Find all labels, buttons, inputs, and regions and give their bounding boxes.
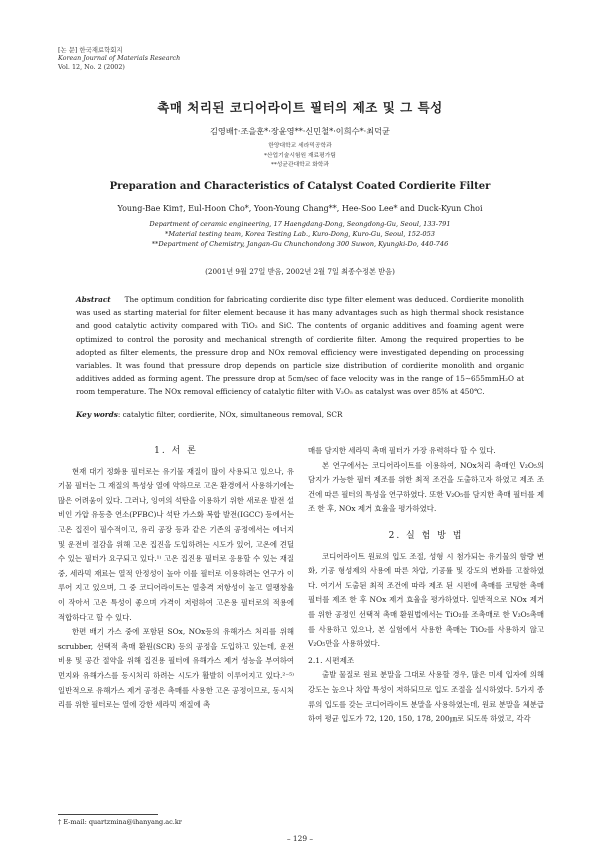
affiliations-ko <box>0 142 600 171</box>
affiliation-ko-3: **성균관대학교 화학과 <box>270 162 330 169</box>
abstract <box>76 293 524 399</box>
page-number: – 129 – <box>286 834 314 843</box>
abstract-label: Abstract <box>76 295 111 304</box>
left-column <box>58 444 294 713</box>
methods-paragraph-2: 출발 물질로 원료 분말을 그대로 사용할 경우, 많은 미세 입자에 의해 강도는 높으나 차압 특성이 저하되므로 입도 조절을 실시하였다. 5가지 종류의 입도를 갖는 코디어라이트 분말을 사용하였는데, 원료 분말을 체분급하여 평균 입도가 72, 120, 150, 178, 200㎛로 되도록 하였고, 각각 <box>308 670 544 724</box>
journal-header <box>58 46 180 71</box>
footnote-email: † E-mail: quartzmina@ihanyang.ac.kr <box>58 818 182 826</box>
abstract-text: The optimum condition for fabricating cordierite disc type filter element was deduced. Cordierite monolith was used as starting material for filter element because it has many advantages such as high thermal shock resistance and good catalytic activity compared with TiO₂ and SiC. The contents of organic additives and foaming agent were optimized to control the porosity and mechanical strength of cordierite filter. Among the required properties to be adopted as filter elements, the pressure drop and NOx removal efficiency were investigated depending on processing variables. It was found that pressure drop depends on particle size distribution of cordierite monolith and organic additives added as forming agent. The pressure drop at 5cm/sec of face velocity was in the range of 15∼655mmH₂O at room temperature. The NOx removal efficiency of catalytic filter with V₂O₅ as catalyst was over 85% at 450℃. <box>76 295 524 397</box>
intro-paragraph-1: 현재 대기 정화용 필터로는 유기물 재질이 많이 사용되고 있으나, 유기물 필터는 그 재질의 특성상 열에 약하므로 고온 환경에서 사용하기에는 많은 어려움이 있다. 그러나, 잉여의 석탄을 이용하기 위한 새로운 발전 설비인 가압 유동층 연소(PFBC)나 석탄 가스화 복합 발전(IGCC) 등에서는 고온 집진이 필수적이고, 유리 공장 등과 같은 기존의 공정에서는 에너지 및 운전비 절감을 위해 고온 집진을 도입하려는 시도가 있어, 고온에 견딜 수 있는 필터가 요구되고 있다.¹⁾ 고온 집진용 필터로 응용할 수 있는 재질 중, 세라믹 재료는 열적 안정성이 높아 이를 필터로 이용하려는 연구가 이루어 지고 있으며, 그 중 코디어라이트는 열충격 저항성이 높고 열팽창율이 작아서 고온 특성이 좋으며 가격이 저렴하여 고온용 필터로의 적용에 적합하다고 할 수 있다. <box>58 466 294 622</box>
journal-name-en: Korean Journal of Materials Research <box>58 54 181 63</box>
methods-paragraph-1: 코디어라이트 원료의 입도 조절, 성형 시 첨가되는 유기물의 함량 변화, 기공 형성제의 사용에 따른 차압, 기공률 및 강도의 변화를 고찰하였다. 여기서 도출된 최적 조건에 따라 제조 된 시편에 촉매를 코팅한 촉매 필터를 제조 한 후 NOx 제거 효율을 평가하였다. 일반적으로 NOx 제거를 위한 공정인 선택적 촉매 환원법에서는 TiO₂를 조촉매로 한 V₂O₅촉매를 사용하고 있으나, 본 실험에서 사용한 촉매는 TiO₂를 사용하지 않고 V₂O₅만을 사용하였다. <box>308 551 544 649</box>
section-heading-introduction: 1. 서 론 <box>154 446 198 456</box>
affiliation-en-3: **Department of Chemistry, Jangan-Gu Chunchondong 300 Suwon, Kyungki-Do, 440-746 <box>151 240 449 249</box>
affiliation-en-2: *Material testing team, Korea Testing Lab., Kuro-Dong, Kuro-Gu, Seoul, 152-053 <box>165 230 435 239</box>
journal-name-ko: [논 문] 한국재료학회지 <box>58 46 123 54</box>
affiliation-ko-1: 한양대학교 세라믹공학과 <box>268 143 332 149</box>
intro-paragraph-2: 한편 배기 가스 중에 포함된 SOx, NOx등의 유해가스 처리를 위해 scrubber, 선택적 촉매 환원(SCR) 등의 공정을 도입하고 있는데, 운전 비용 및 공간 절약을 위해 집진용 필터에 유해가스 제거 성능을 부여하여 먼지와 유해가스를 동시처리 하려는 시도가 활발히 이루어지고 있다.²⁻⁵⁾ 일반적으로 유해가스 제거 공정은 촉매를 사용한 고온 공정이므로, 동시처리를 위한 필터로는 열에 강한 세라믹 재질에 촉 <box>58 627 294 710</box>
keywords <box>76 410 524 419</box>
intro-paragraph-3: 본 연구에서는 코디어라이트를 이용하여, NOx처리 촉매인 V₂O₅의 담지가 가능한 필터 제조를 위한 최적 조건을 도출하고자 하였고 제조 조건에 따른 필터의 특성을 연구하였다. 또한 V₂O₅를 담지한 촉매 필터를 제조 한 후, NOx 제거 효율을 평가하였다. <box>308 460 544 514</box>
received-date: (2001년 9월 27일 받음, 2002년 2월 7일 최종수정본 받음) <box>205 267 395 276</box>
affiliation-ko-2: *산업기술시험원 재료평가팀 <box>264 152 336 159</box>
paper-title-en: Preparation and Characteristics of Catalyst Coated Cordierite Filter <box>109 181 491 192</box>
authors-en: Young-Bae Kim†, Eul-Hoon Cho*, Yoon-Young Chang**, Hee-Soo Lee* and Duck-Kyun Choi <box>117 204 483 213</box>
keywords-label: Key words <box>76 410 118 419</box>
right-column <box>308 444 544 727</box>
section-heading-methods: 2. 실 험 방 법 <box>388 530 464 541</box>
keywords-text: : catalytic filter, cordierite, NOx, simultaneous removal, SCR <box>117 410 343 419</box>
paper-title-ko: 촉매 처리된 코디어라이트 필터의 제조 및 그 특성 <box>157 100 443 115</box>
intro-paragraph-continued: 매를 담지한 세라믹 촉매 필터가 가장 유력하다 할 수 있다. <box>308 446 496 455</box>
authors-ko: 김영배†·조을훈*·장윤영**·신민철*·이희수*·최덕균 <box>210 126 390 136</box>
affiliations-en <box>0 219 600 250</box>
journal-volume: Vol. 12, No. 2 (2002) <box>58 62 125 71</box>
affiliation-en-1: Department of ceramic engineering, 17 Haengdang-Dong, Seongdong-Gu, Seoul, 133-791 <box>149 220 451 228</box>
footnote-divider <box>58 814 158 815</box>
subsection-heading-specimen: 2.1. 시편제조 <box>308 655 355 665</box>
